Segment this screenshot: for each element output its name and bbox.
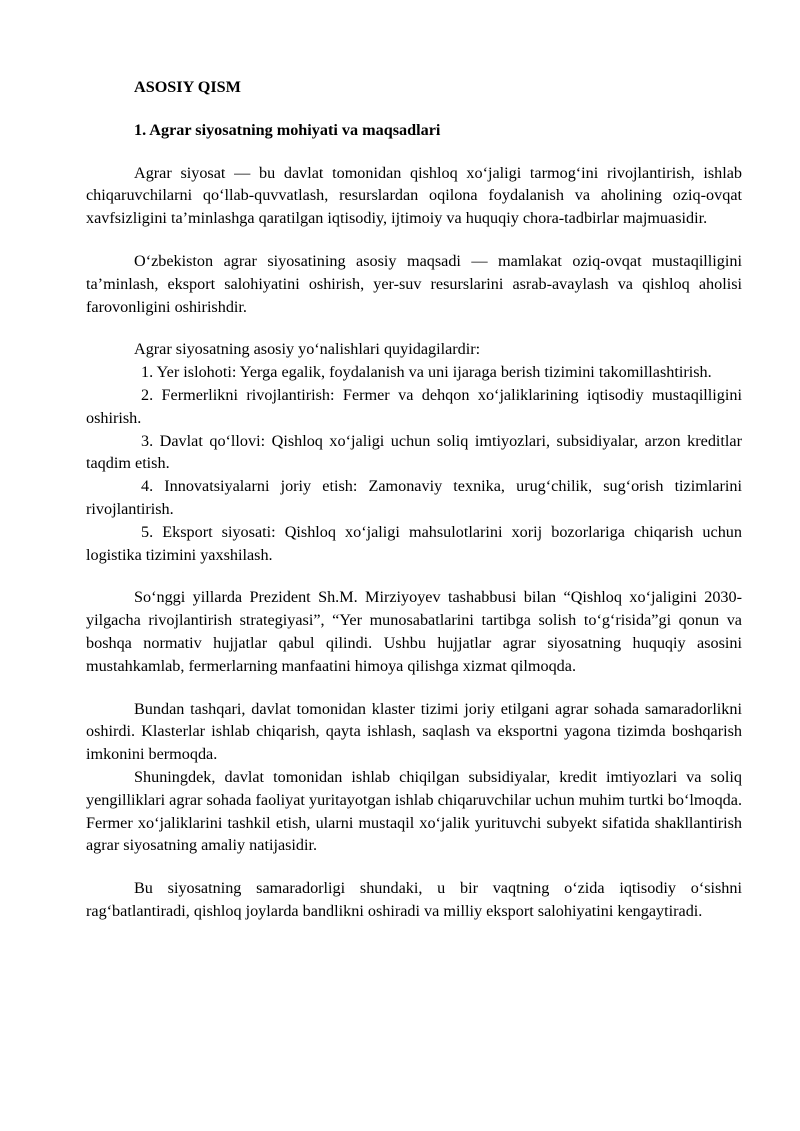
paragraph-goals: O‘zbekiston agrar siyosatining asosiy maqsadi — mamlakat oziq-ovqat mustaqilligini ta’minlash, eksport salohiyatini oshirish, yer-suv resurslarini asrab-avaylash va qishloq aholisi farovonligini oshirishdir. (86, 251, 742, 316)
section-title: ASOSIY QISM (134, 78, 241, 96)
paragraph-legislation: So‘nggi yillarda Prezident Sh.M. Mirziyoyev tashabbusi bilan “Qishloq xo‘jaligini 2030-yilgacha rivojlantirish strategiyasi”, “Yer munosabatlarini tartibga solish to‘g‘risida”gi qonun va boshqa normativ hujjatlar qabul qilindi. Ushbu hujjatlar agrar siyosatning huquqiy asosini mustahkamlab, fermerlarning manfaatini himoya qilishga xizmat qilmoqda. (86, 588, 742, 675)
list-item: 1. Yer islohoti: Yerga egalik, foydalanish va uni ijaraga berish tizimini takomillashtirish. (141, 363, 712, 382)
paragraph-effectiveness: Bu siyosatning samaradorligi shundaki, u bir vaqtning o‘zida iqtisodiy o‘sishni rag‘batlantiradi, qishloq joylarda bandlikni oshiradi va milliy eksport salohiyatini kengaytiradi. (86, 879, 742, 920)
paragraph-subsidies: Shuningdek, davlat tomonidan ishlab chiqilgan subsidiyalar, kredit imtiyozlari va soliq yengilliklari agrar sohada faoliyat yuritayotgan ishlab chiqaruvchilar uchun muhim turtki bo‘lmoqda. Fermer xo‘jaliklarini tashkil etish, ularni mustaqil xo‘jalik yurituvchi subyekt sifatida shakllantirish agrar siyosatning amaliy natijasidir. (86, 767, 742, 855)
subsection-title: 1. Agrar siyosatning mohiyati va maqsadlari (134, 120, 441, 139)
list-item: 4. Innovatsiyalarni joriy etish: Zamonaviy texnika, urug‘chilik, sug‘orish tizimlarini rivojlantirish. (86, 477, 742, 518)
paragraph-cluster: Bundan tashqari, davlat tomonidan klaster tizimi joriy etilgani agrar sohada samaradorlikni oshirdi. Klasterlar ishlab chiqarish, qayta ishlash, saqlash va eksportni yagona tizimda boshqarish imkonini bermoqda. (86, 699, 742, 764)
list-item: 3. Davlat qo‘llovi: Qishloq xo‘jaligi uchun soliq imtiyozlari, subsidiyalar, arzon kreditlar taqdim etish. (86, 431, 742, 473)
list-intro: Agrar siyosatning asosiy yo‘nalishlari quyidagilardir: (134, 340, 481, 359)
list-item: 2. Fermerlikni rivojlantirish: Fermer va dehqon xo‘jaliklarining iqtisodiy mustaqilligini oshirish. (86, 385, 742, 427)
paragraph-definition: Agrar siyosat — bu davlat tomonidan qishloq xo‘jaligi tarmog‘ini rivojlantirish, ishlab chiqaruvchilarni qo‘llab-quvvatlash, resurslardan oqilona foydalanish va aholining oziq-ovqat xavfsizligini ta’minlashga qaratilgan iqtisodiy, ijtimoiy va huquqiy chora-tadbirlar majmuasidir. (86, 163, 742, 228)
list-item: 5. Eksport siyosati: Qishloq xo‘jaligi mahsulotlarini xorij bozorlariga chiqarish uchun logistika tizimini yaxshilash. (86, 522, 742, 564)
document-page (86, 76, 742, 923)
